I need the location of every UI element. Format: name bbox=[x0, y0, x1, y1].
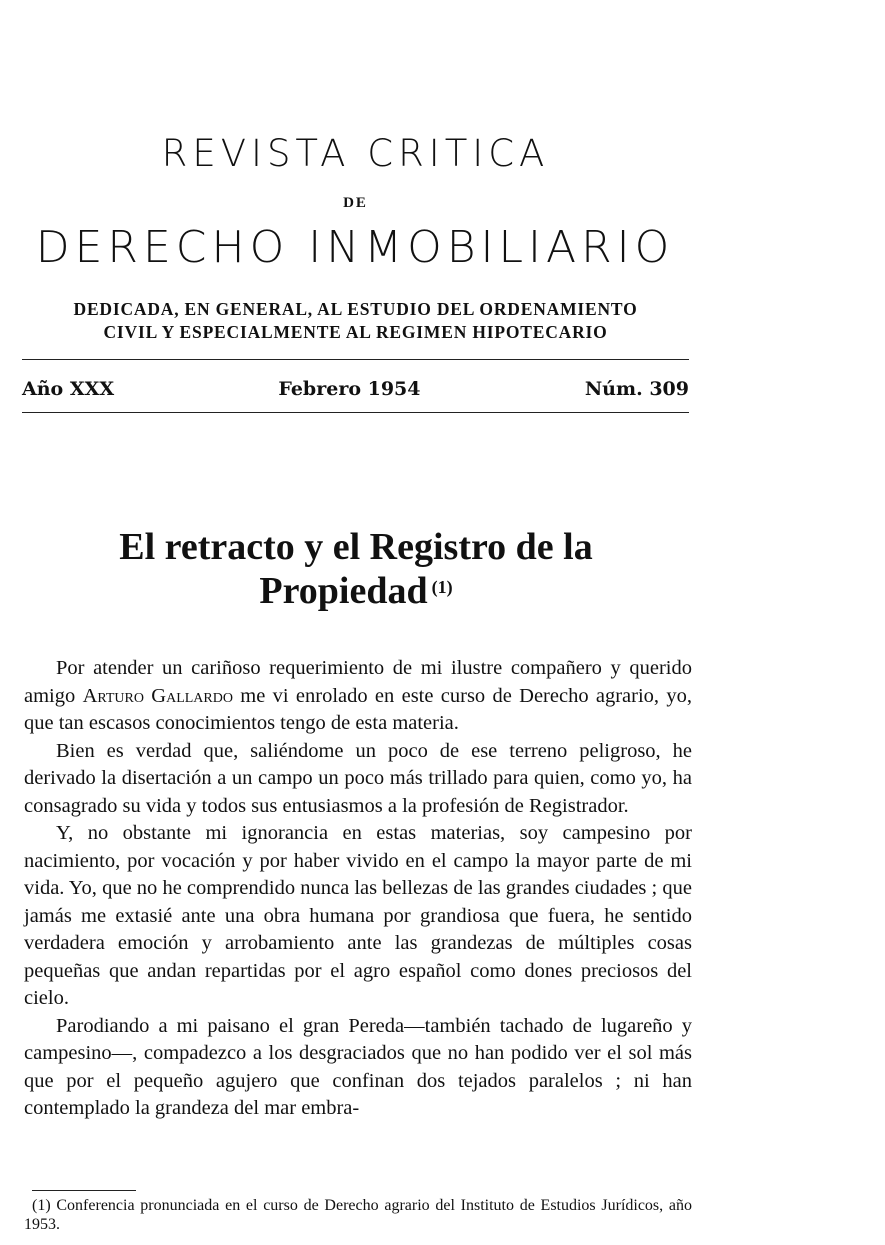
paragraph-1-end: me vi enrolado en este curso de Derecho agrario, yo, que tan escasos conocimientos tengo de esta materia. bbox=[24, 684, 692, 734]
header-rule-top bbox=[22, 359, 689, 360]
journal-subtitle bbox=[22, 298, 689, 344]
journal-title-de: DE bbox=[343, 195, 368, 211]
footnote bbox=[24, 1196, 692, 1234]
paragraph-2: Bien es verdad que, saliéndome un poco de ese terreno peligroso, he derivado la disertación a un campo un poco más trillado para quien, como yo, ha consagrado su vida y todos sus entusiasmos a la profesión de Registrador. bbox=[24, 739, 692, 817]
paragraph-4: Parodiando a mi paisano el gran Pereda—también tachado de lugareño y campesino—, compadezco a los desgraciados que no han podido ver el sol más que por el pequeño agujero que confinan dos tejados paralelos ; ni han contemplado la grandeza del mar embra- bbox=[24, 1014, 692, 1119]
journal-title-line1: REVISTA CRITICA bbox=[161, 132, 550, 175]
footnote-rule bbox=[32, 1190, 136, 1191]
journal-title-line2: DERECHO INMOBILIARIO bbox=[35, 222, 675, 273]
subtitle-line1: DEDICADA, EN GENERAL, AL ESTUDIO DEL ORDENAMIENTO bbox=[73, 299, 638, 319]
paragraph-1-start: Por atender un cariñoso requerimiento de mi ilustre compañero y querido amigo bbox=[24, 657, 692, 707]
paragraph-3: Y, no obstante mi ignorancia en estas materias, soy campesino por nacimiento, por vocación y por haber vivido en el campo la mayor parte de mi vida. Yo, que no he comprendido nunca las bellezas de las grandes ciudades ; que jamás me extasié ante una obra humana por grandiosa que fuera, he sentido verdadera emoción y arrobamiento ante las grandezas de múltiples cosas pequeñas que andan repartidas por el agro español como dones preciosos del cielo. bbox=[24, 822, 692, 1009]
article-title bbox=[22, 525, 690, 613]
issue-year: Año XXX bbox=[22, 378, 115, 400]
author-name: Arturo Gallardo bbox=[82, 684, 233, 707]
issue-date: Febrero 1954 bbox=[278, 378, 421, 400]
paragraph-1 bbox=[24, 655, 692, 738]
footnote-text: (1) Conferencia pronunciada en el curso de Derecho agrario del Instituto de Estudios Jurídicos, año 1953. bbox=[24, 1197, 692, 1233]
article-title-text: El retracto y el Registro de la Propiedad bbox=[119, 526, 593, 612]
article-body bbox=[24, 655, 692, 1123]
footnote-ref: (1) bbox=[431, 577, 453, 597]
subtitle-line2: CIVIL Y ESPECIALMENTE AL REGIMEN HIPOTECARIO bbox=[103, 322, 608, 342]
header-rule-bottom bbox=[22, 412, 689, 413]
issue-info bbox=[22, 378, 689, 400]
issue-number: Núm. 309 bbox=[584, 378, 689, 400]
